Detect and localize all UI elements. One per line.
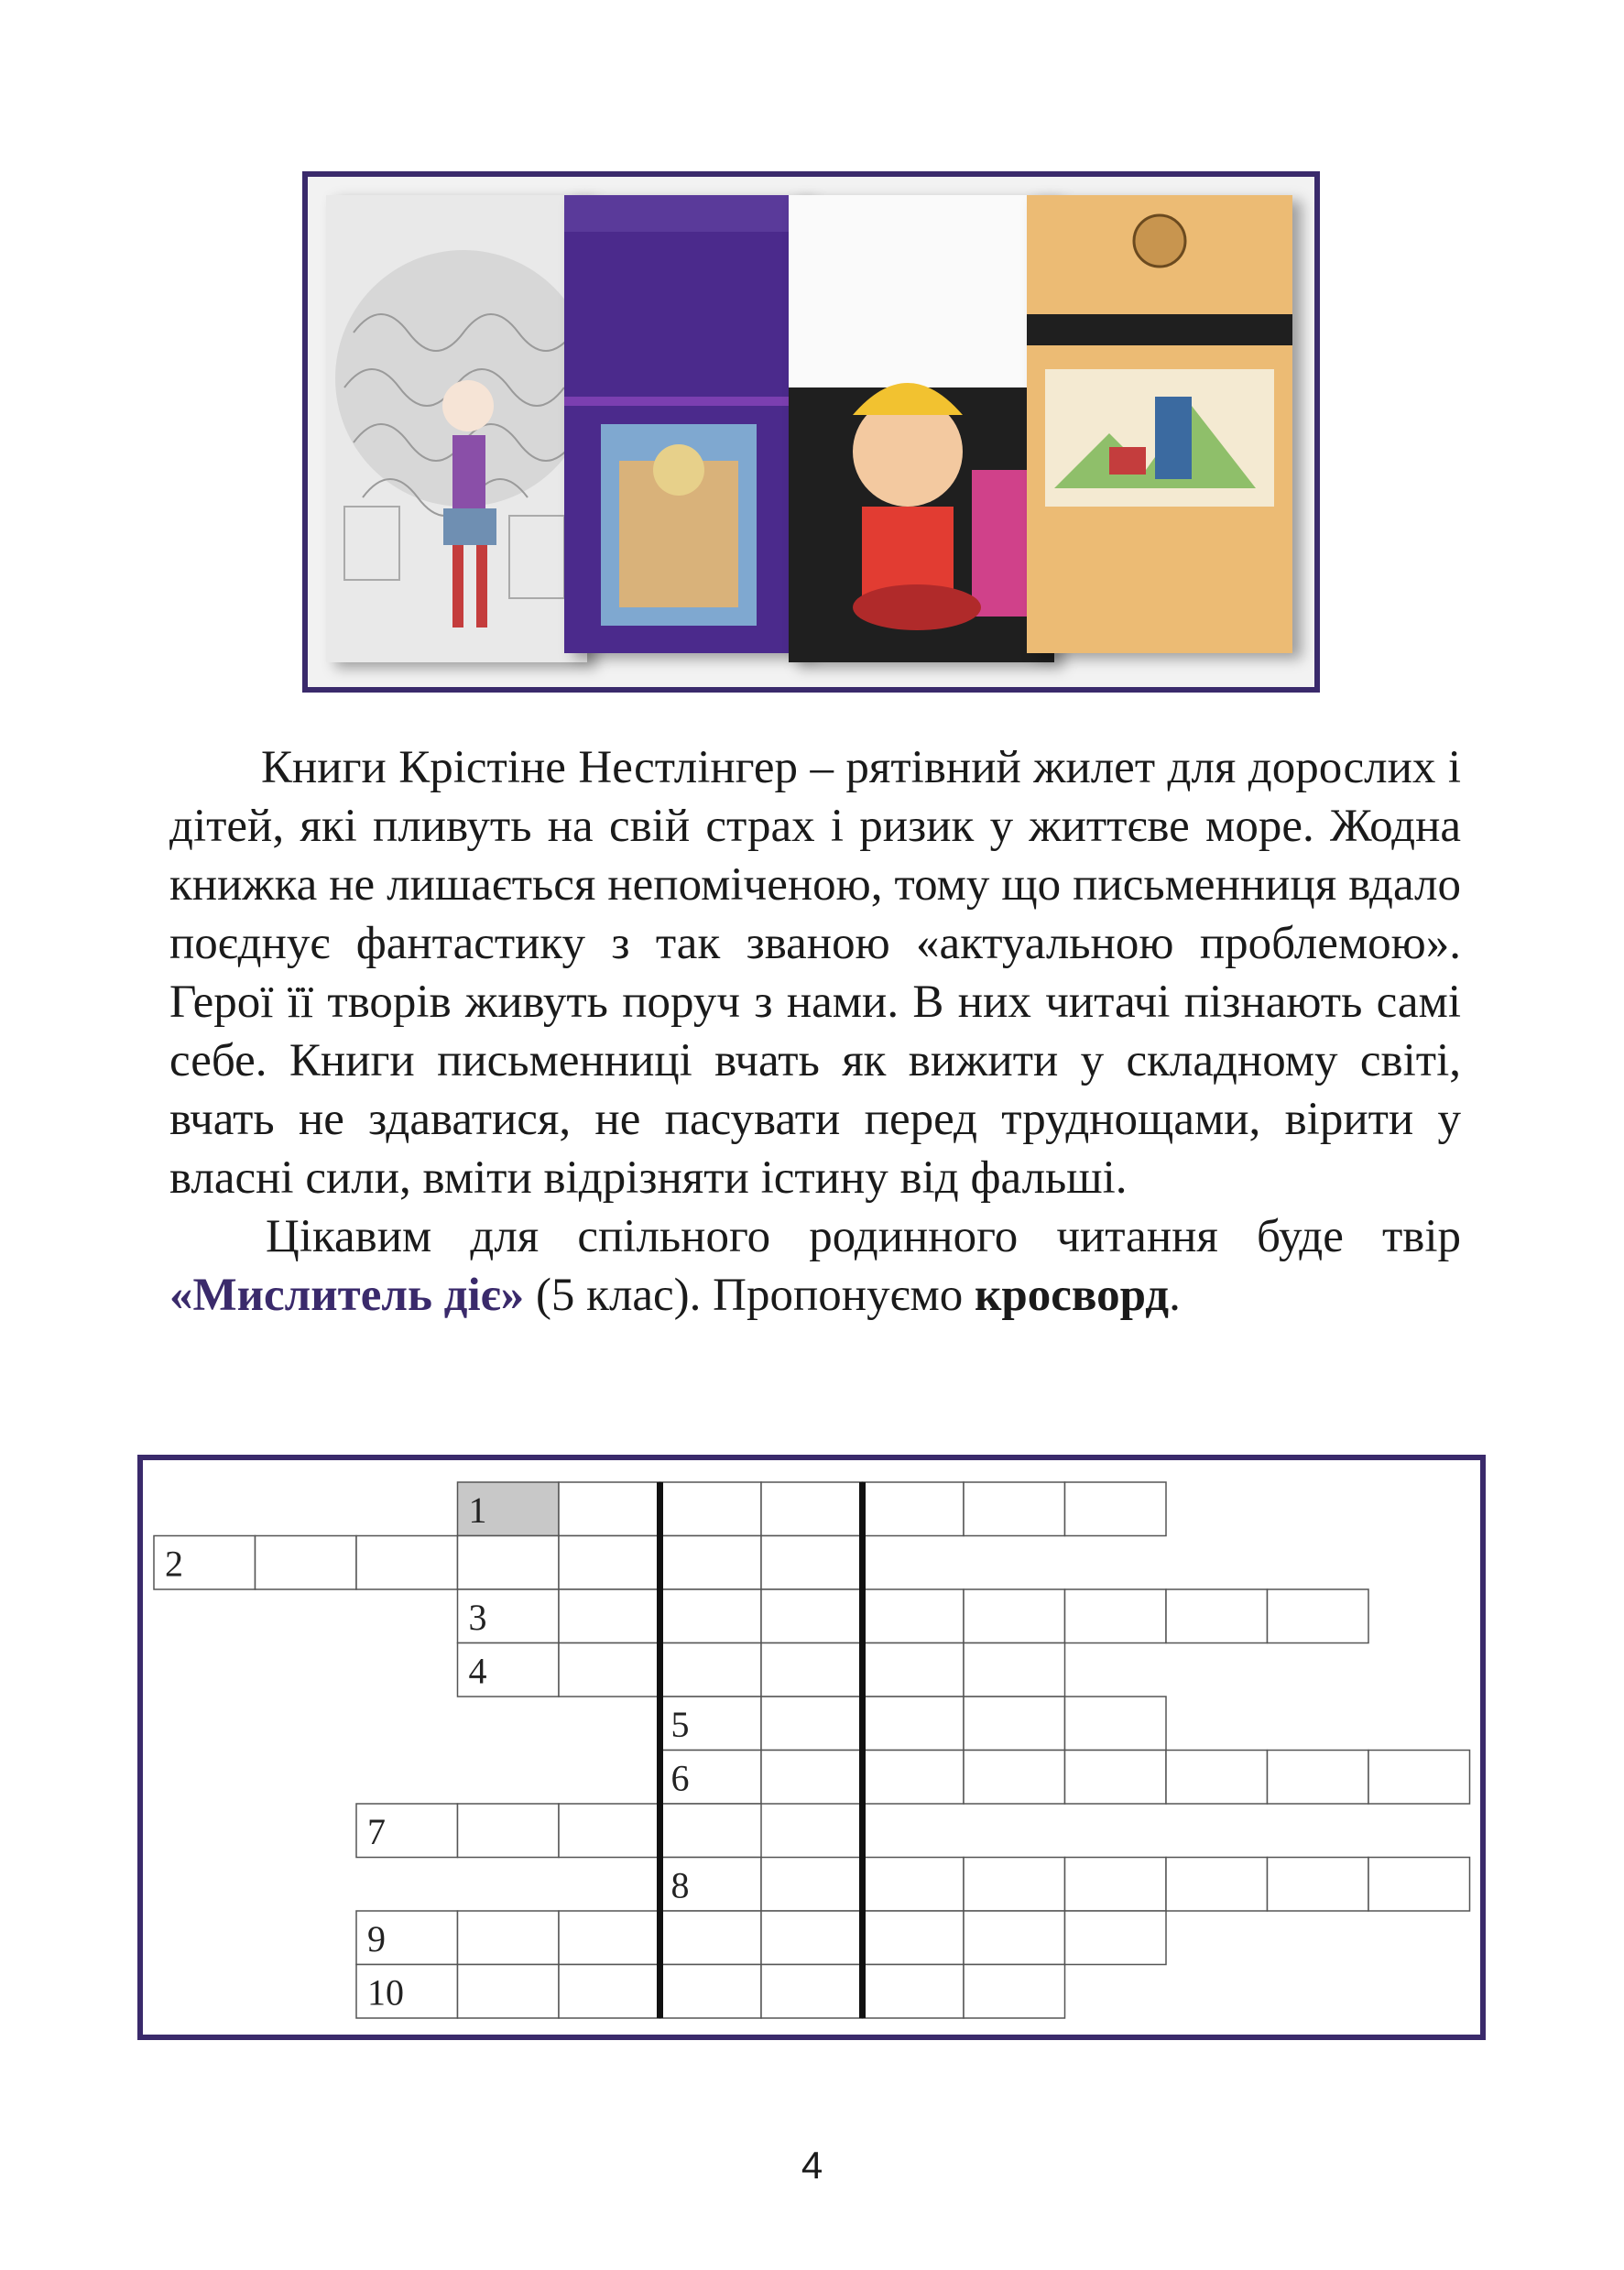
crossword-cell[interactable] [559, 1643, 660, 1697]
crossword-cell[interactable] [1166, 1858, 1268, 1912]
crossword-cell[interactable] [660, 1482, 762, 1536]
crossword-cell[interactable] [660, 1911, 762, 1965]
crossword-cell[interactable] [863, 1965, 965, 2019]
crossword-cell[interactable] [356, 1536, 458, 1590]
paragraph-crossword-intro [169, 1207, 1461, 1325]
page-number: 4 [801, 2144, 823, 2187]
crossword-cell[interactable] [964, 1589, 1065, 1643]
crossword-cell[interactable] [1065, 1911, 1167, 1965]
crossword-number: 8 [670, 1864, 690, 1906]
crossword-cell[interactable] [559, 1804, 660, 1858]
crossword-cell[interactable] [964, 1965, 1065, 2019]
crossword-row-4 [458, 1643, 1065, 1697]
crossword-number: 1 [468, 1490, 487, 1531]
crossword-cell[interactable] [458, 1965, 560, 2019]
crossword-row-3 [458, 1589, 1369, 1643]
crossword-cell[interactable] [559, 1965, 660, 2019]
crossword-row-7 [356, 1804, 761, 1858]
crossword-word: кросворд [974, 1270, 1170, 1321]
book-cover-margarytko [326, 195, 587, 662]
crossword-row-6 [660, 1751, 1470, 1805]
crossword-cell[interactable] [863, 1643, 965, 1697]
crossword-cell[interactable] [1268, 1858, 1369, 1912]
crossword-cell[interactable] [1166, 1751, 1268, 1805]
crossword-cell[interactable] [863, 1911, 965, 1965]
crossword-cell[interactable] [660, 1804, 762, 1858]
crossword-number: 10 [367, 1971, 404, 2014]
book-covers-image [302, 171, 1320, 693]
crossword-cell[interactable] [761, 1965, 863, 2019]
crossword-cell[interactable] [1368, 1858, 1470, 1912]
crossword-frame [137, 1455, 1486, 2040]
crossword-cell[interactable] [964, 1858, 1065, 1912]
crossword-cell[interactable] [761, 1482, 863, 1536]
crossword-cell[interactable] [1065, 1589, 1167, 1643]
book-cover-konrad [789, 195, 1054, 662]
book-cover-nakhoid [564, 195, 807, 653]
crossword-cell[interactable] [761, 1536, 863, 1590]
crossword-cell[interactable] [1065, 1482, 1167, 1536]
crossword-cell[interactable] [761, 1751, 863, 1805]
crossword-cell[interactable] [761, 1589, 863, 1643]
crossword-row-10 [356, 1965, 1065, 2019]
crossword-cell[interactable] [660, 1536, 762, 1590]
crossword-cell[interactable] [660, 1965, 762, 2019]
crossword-cell[interactable] [660, 1643, 762, 1697]
crossword-grid [143, 1460, 1480, 2035]
crossword-cell[interactable] [458, 1911, 560, 1965]
crossword-cell[interactable] [761, 1911, 863, 1965]
crossword-cell[interactable] [458, 1536, 560, 1590]
crossword-cell[interactable] [1268, 1589, 1369, 1643]
crossword-cell[interactable] [863, 1482, 965, 1536]
crossword-row-9 [356, 1911, 1166, 1965]
crossword-cell[interactable] [1065, 1697, 1167, 1751]
crossword-cell[interactable] [458, 1804, 560, 1858]
crossword-number: 2 [165, 1543, 183, 1585]
crossword-cell[interactable] [761, 1697, 863, 1751]
intro-middle: (5 клас). Пропонуємо [524, 1270, 975, 1321]
crossword-cell[interactable] [1368, 1751, 1470, 1805]
crossword-row-8 [660, 1858, 1470, 1912]
crossword-cell[interactable] [1166, 1589, 1268, 1643]
crossword-cell[interactable] [964, 1643, 1065, 1697]
crossword-cell[interactable] [559, 1482, 660, 1536]
crossword-cell[interactable] [1065, 1858, 1167, 1912]
crossword-cell[interactable] [863, 1589, 965, 1643]
crossword-cell[interactable] [559, 1536, 660, 1590]
crossword-cell[interactable] [863, 1697, 965, 1751]
crossword-row-5 [660, 1697, 1167, 1751]
crossword-cell[interactable] [660, 1589, 762, 1643]
crossword-number: 7 [367, 1811, 386, 1852]
intro-end: . [1169, 1270, 1181, 1321]
crossword-number: 5 [670, 1704, 690, 1745]
intro-text: Цікавим для спільного родинного читання буде твір [266, 1211, 1461, 1262]
crossword-number: 9 [367, 1918, 386, 1959]
crossword-number: 4 [468, 1650, 487, 1692]
crossword-number: 3 [468, 1597, 487, 1638]
work-title: «Мислитель діє» [169, 1270, 525, 1321]
book-cover-anthology [1027, 195, 1292, 653]
crossword-row-2 [154, 1536, 863, 1590]
crossword-cell[interactable] [559, 1589, 660, 1643]
crossword-cell[interactable] [761, 1858, 863, 1912]
crossword-cell[interactable] [964, 1697, 1065, 1751]
crossword-cell[interactable] [1065, 1751, 1167, 1805]
crossword-cell[interactable] [559, 1911, 660, 1965]
paragraph-about-books: Книги Крістіне Нестлінгер – рятівний жилет для дорослих і дітей, які пливуть на свій страх і ризик у життєве море. Жодна книжка не лишається непоміченою, тому що письменниця вдало поєднує фантастику з так званою «актуальною проблемою». Герої її творів живуть поруч з нами. В них читачі пізнають самі себе. Книги письменниці вчать як вижити у складному світі, вчать не здаватися, не пасувати перед труднощами, вірити у власні сили, вміти відрізняти істину від фальші. [169, 742, 1461, 1204]
crossword-cell[interactable] [761, 1643, 863, 1697]
crossword-cell[interactable] [863, 1858, 965, 1912]
crossword-cell[interactable] [964, 1911, 1065, 1965]
body-text [169, 738, 1461, 1325]
crossword-cell[interactable] [964, 1482, 1065, 1536]
crossword-cell[interactable] [256, 1536, 357, 1590]
crossword-cell[interactable] [964, 1751, 1065, 1805]
crossword-cell[interactable] [863, 1751, 965, 1805]
crossword-number: 6 [670, 1757, 690, 1799]
crossword-cell[interactable] [1268, 1751, 1369, 1805]
crossword-row-1 [458, 1482, 1167, 1536]
